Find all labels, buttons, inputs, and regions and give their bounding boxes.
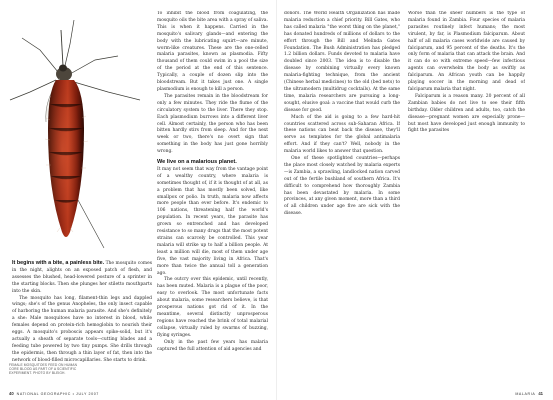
paragraph-text: It may not seem that way from the vantage point of a wealthy country, where malaria is sometimes thought of, if it is thought of at all, as a problem that has mostly been solved, like smallpox or polio. In truth, malaria now affects more people than ever before. It's endemic to 106 nations, threatening half the world's population. In recent years, the parasite has grown so entrenched and has developed resistance to so many drugs that the most potent strains can scarcely be controlled. This year malaria will strike up to half a billion people. At least a million will die, most of them under age five, the vast majority living in Africa. That's more than twice the annual toll a generation ago.	[157, 166, 268, 276]
paragraph: Worse than the sheer numbers is the type of malaria found in Zambia. Four species of malaria parasites routinely infect humans; the most virulent, by far, is Plasmodium falciparum. About half of all malaria cases worldwide are caused by falciparum, and 95 percent of the deaths. It's the only form of malaria that can attack the brain. And it can do so with extreme speed—few infectious agents can overwhelm the body as swiftly as falciparum. An African youth can be happily playing soccer in the morning and dead of falciparum malaria that night.	[408, 11, 525, 92]
opening-paragraph	[12, 260, 152, 296]
paragraph: Falciparum is a reason many. 20 percent of all Zambian babies do not live to see their fifth birthday. Older children and adults, too, catch the disease—pregnant women are especially prone—but most have developed just enough immunity to fight the parasites	[408, 93, 525, 134]
lead-in: It begins with a bite, a painless bite.	[12, 260, 105, 266]
paragraph: To inhibit the blood from coagulating, the mosquito oils the bite area with a spray of saliva. This is when it happens. Carried in the mosquito's salivary glands—and entering the body with the lubricating squirt—are minute, worm-like creatures. These are the one-celled malaria parasites, known as plasmodia. Fifty thousand of them could swim in a pool the size of the period at the end of this sentence. Typically, a couple of dozen slip into the bloodstream. But it takes just one. A single plasmodium is enough to kill a person.	[157, 11, 268, 92]
mosquito-illustration	[0, 0, 150, 262]
article-section-label: MALARIA	[515, 392, 536, 396]
page-number-right: 41	[538, 391, 543, 396]
article-column-2	[157, 11, 268, 396]
page-number-left: 40	[9, 391, 14, 396]
paragraph: The outcry over this epidemic, until recently, has been muted. Malaria is a plague of the poor, easy to overlook. The most unfortunate facts about malaria, some researchers believe, is that prosperous nations got rid of it. In the meantime, several distinctly unprosperous regions have reached the brink of total malarial collapse, virtually ruled by swarms of buzzing, flying syringes.	[157, 277, 268, 338]
article-column-1	[12, 260, 152, 396]
paragraph: The parasites remain in the bloodstream for only a few minutes. They ride the flume of the circulatory system to the liver. There they stop. Each plasmodium burrows into a different liver cell. Almost certainly, the person who has been bitten hardly stirs from sleep. And for the next week or two, there's no overt sign that something in the body has just gone horribly wrong.	[157, 93, 268, 155]
paragraph: donors. The World Health Organization has made malaria reduction a chief priority. Bill Gates, who has called malaria "the worst thing on the planet," has donated hundreds of millions of dollars to the effort through the Bill and Melinda Gates Foundation. The Bush Administration has pledged 1.2 billion dollars. Funds devoted to malaria have doubled since 2003. The idea is to disable the disease by combining virtually every known malaria-fighting technique, from the ancient (Chinese herbal medicines) to the old (bed nets) to the ultramodern (multidrug cocktails). At the same time, malaria researchers are pursuing a long-sought, elusive goal: a vaccine that would curb the disease for good.	[284, 11, 400, 113]
paragraph: The mosquito has long, filament-thin legs and dappled wings; she's of the genus Anopheles, the only insect capable of harboring the human malaria parasite. And she's definitely a she: Male mosquitoes have no interest in blood, while females depend on protein-rich hemoglobin to nourish their eggs. A mosquito's proboscis appears spike-solid, but it's actually a sheath of separate tools—cutting blades and a feeding tube powered by two tiny pumps. She drills through the epidermis, then through a thin layer of fat, then into the network of blood-filled microcapillaries. She starts to drink.	[12, 295, 152, 363]
article-column-4	[408, 11, 525, 396]
center-gutter	[276, 0, 277, 400]
paragraph: One of these spotlighted countries—perhaps the place most closely watched by malaria experts—is Zambia, a sprawling, landlocked nation carved out of the fertile bushland of southern Africa. It's difficult to comprehend how thoroughly Zambia has been devastated by malaria. In some provinces, at any given moment, more than a third of all children under age five are sick with the disease.	[284, 156, 400, 217]
paragraph: Only in the past few years has malaria captured the full attention of aid agencies and	[157, 339, 268, 352]
mosquito-photo	[0, 0, 150, 262]
paragraph: Much of the aid is going to a few hard-hit countries scattered across sub-Saharan Africa. If these nations can beat back the disease, they'll serve as templates for the global antimalaria effort. And if they can't? Well, nobody in the malaria world likes to answer that question.	[284, 114, 400, 155]
article-column-3	[284, 11, 400, 396]
folio-right	[515, 391, 543, 396]
section-subhead: We live on a malarious planet.	[157, 159, 237, 166]
section-paragraph	[157, 159, 268, 277]
paragraph-text: The mosquito comes in the night, alights on an exposed patch of flesh, and assesses the blushed, head-lowered posture of a sprinter in the starting blocks. Then she plunges her stiletto mouthparts into the skin.	[12, 261, 152, 294]
magazine-issue-label: NATIONAL GEOGRAPHIC • JULY 2007	[16, 392, 99, 396]
photo-caption: FEMALE MOSQUITOES FEED ON HUMAN CORE BLOOD AS PART OF A SCIENTIFIC EXPERIMENT. PHOTO BY BLEIGH.	[9, 363, 78, 376]
folio-left	[9, 391, 99, 396]
